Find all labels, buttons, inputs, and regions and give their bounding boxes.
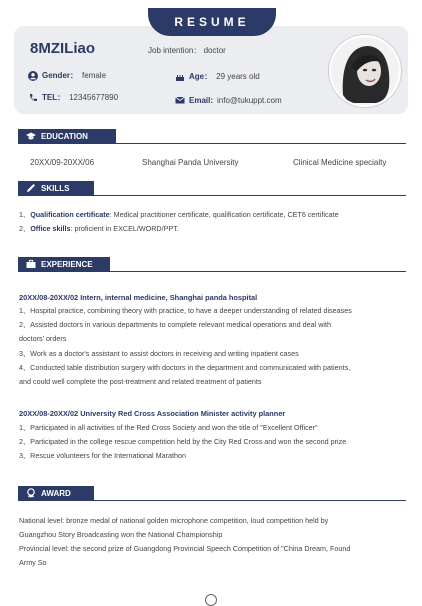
job-line: 2、Participated in the college rescue competition held by the City Red Cross and won the second prize bbox=[19, 437, 347, 446]
age-row bbox=[175, 71, 260, 82]
email-row bbox=[175, 95, 282, 105]
email-label: Email: bbox=[189, 95, 214, 105]
skills-header bbox=[18, 181, 94, 195]
tel-row bbox=[28, 92, 118, 103]
profile-photo bbox=[329, 35, 401, 107]
job-line: 3、Rescue volunteers for the International Marathon bbox=[19, 451, 187, 460]
education-major: Clinical Medicine specialty bbox=[293, 158, 387, 167]
award-header bbox=[18, 486, 94, 500]
job-line: 1、Participated in all activities of the Red Cross Society and won the title of "Excellent Officer" bbox=[19, 423, 318, 432]
experience-divider bbox=[18, 271, 406, 272]
tel-label: TEL： bbox=[42, 93, 66, 102]
skill-label: Office skills bbox=[30, 224, 71, 233]
experience-title: EXPERIENCE bbox=[41, 259, 93, 269]
cake-icon bbox=[175, 72, 185, 82]
award-line: Army So bbox=[19, 558, 47, 567]
award-line: Guangzhou Story Broadcasting won the National Championship bbox=[19, 530, 223, 539]
pencil-icon bbox=[26, 183, 36, 193]
graduation-cap-icon bbox=[26, 131, 36, 141]
education-title: EDUCATION bbox=[41, 131, 88, 141]
resume-tab bbox=[148, 8, 276, 36]
job-line: doctors' orders bbox=[19, 334, 67, 343]
candidate-name: 8MZILiao bbox=[30, 40, 96, 57]
job-line: 2、Assisted doctors in various departments to complete relevant medical operations and deal with bbox=[19, 320, 332, 329]
experience-header bbox=[18, 257, 110, 271]
award-divider bbox=[18, 500, 406, 501]
page-indicator bbox=[205, 594, 217, 606]
education-divider bbox=[18, 143, 406, 144]
age-value: 29 years old bbox=[216, 72, 260, 81]
phone-icon bbox=[28, 93, 38, 103]
award-title: AWARD bbox=[41, 488, 71, 498]
skill-item: 1、Qualification certificate: Medical practitioner certificate, qualification certificate, CET6 certificate bbox=[19, 210, 339, 219]
award-medal-icon bbox=[26, 488, 36, 498]
job-intention: Job intention： doctor bbox=[148, 46, 226, 55]
user-icon bbox=[28, 71, 38, 81]
skill-label: Qualification certificate bbox=[30, 210, 110, 219]
gender-value: female bbox=[82, 71, 107, 80]
award-line: Provincial level: the second prize of Guangdong Provincial Speech Competition of "China Dream, Found bbox=[19, 544, 351, 553]
job-line: 3、Work as a doctor's assistant to assist doctors in receiving and writing inpatient cases bbox=[19, 349, 299, 358]
skills-title: SKILLS bbox=[41, 183, 70, 193]
job-heading: 20XX/08-20XX/02 Intern, internal medicine, Shanghai panda hospital bbox=[19, 293, 258, 302]
skill-item: 2、Office skills: proficient in EXCEL/WORD/PPT. bbox=[19, 224, 179, 233]
age-label: Age： bbox=[189, 72, 213, 81]
email-value: info@tukuppt.com bbox=[217, 95, 282, 105]
education-header bbox=[18, 129, 116, 143]
education-school: Shanghai Panda University bbox=[142, 158, 239, 167]
email-icon bbox=[175, 95, 185, 105]
gender-label: Gender： bbox=[42, 71, 79, 80]
job-line: and could well complete the post-treatment and related treatment of patients bbox=[19, 377, 262, 386]
briefcase-icon bbox=[26, 259, 36, 269]
tel-value: 12345677890 bbox=[69, 93, 119, 102]
award-line: National level: bronze medal of national golden microphone competition, loud competition held by bbox=[19, 516, 329, 525]
resume-label: RESUME bbox=[174, 15, 250, 29]
gender-row bbox=[28, 70, 106, 81]
education-period: 20XX/09-20XX/06 bbox=[30, 158, 95, 167]
job-line: 1、Hospital practice, combining theory with practice, to have a deeper understanding of related diseases bbox=[19, 306, 352, 315]
skills-divider bbox=[18, 195, 406, 196]
job-line: 4、Conducted table distribution surgery with doctors in the department and communicated with patients, bbox=[19, 363, 351, 372]
job-heading: 20XX/08-20XX/02 University Red Cross Association Minister activity planner bbox=[19, 409, 286, 418]
